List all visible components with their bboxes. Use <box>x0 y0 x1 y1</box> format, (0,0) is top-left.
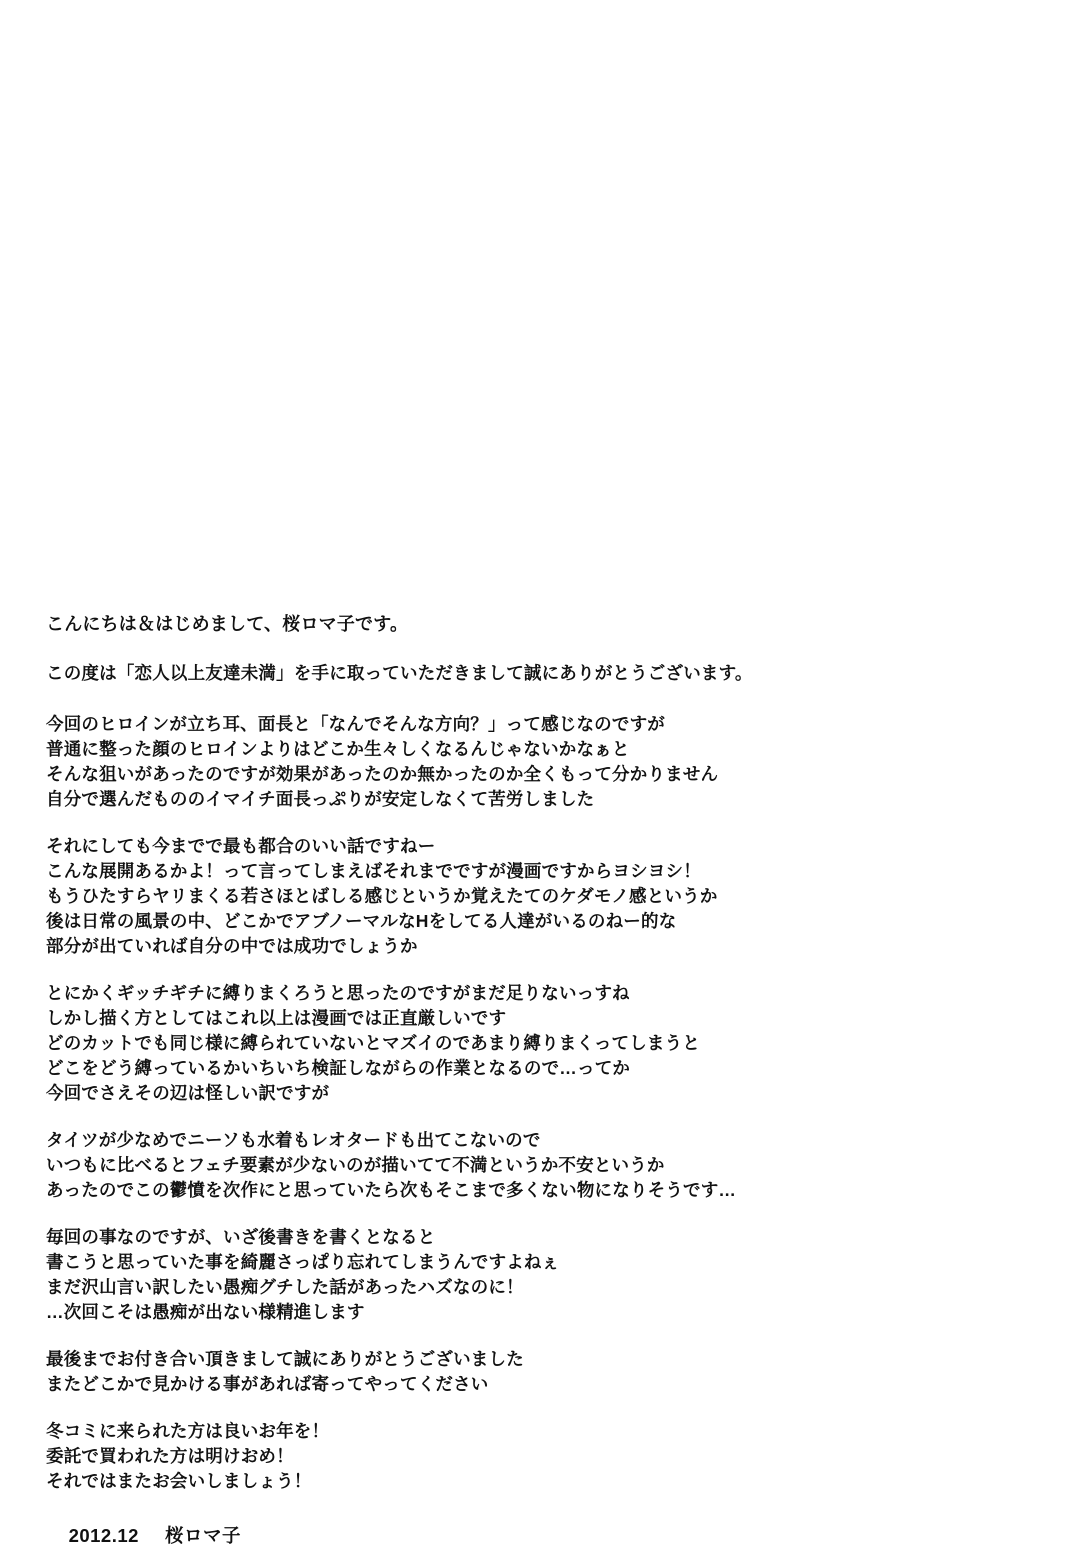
text-line: この度は「恋人以上友達未満」を手に取っていただきまして誠にありがとうございます。 <box>46 663 753 683</box>
text-line: タイツが少なめでニーソも水着もレオタードも出てこないので <box>46 1130 541 1150</box>
signature-author: 桜ロマ子 <box>164 1525 241 1546</box>
signature <box>46 1500 241 1566</box>
paragraph-closing <box>46 1347 1036 1397</box>
text-line: どこをどう縛っているかいちいち検証しながらの作業となるので…ってか <box>46 1058 631 1078</box>
text-line: 普通に整った顔のヒロインよりはどこか生々しくなるんじゃないかなぁと <box>46 739 630 759</box>
paragraph-seasonal <box>46 1419 1036 1494</box>
signature-date: 2012.12 <box>68 1525 139 1546</box>
text-line: それではまたお会いしましょう！ <box>46 1471 312 1491</box>
text-line: しかし描く方としてはこれ以上は漫画では正直厳しいです <box>46 1008 507 1028</box>
text-line: もうひたすらヤリまくる若さほとばしる感じというか覚えたてのケダモノ感というか <box>46 886 718 906</box>
text-line: とにかくギッチギチに縛りまくろうと思ったのですがまだ足りないっすね <box>46 983 630 1003</box>
text-line: あったのでこの鬱憤を次作にと思っていたら次もそこまで多くない物になりそうです… <box>46 1180 737 1200</box>
text-line: 今回でさえその辺は怪しい訳ですが <box>46 1083 330 1103</box>
text-line: 今回のヒロインが立ち耳、面長と「なんでそんな方向？」って感じなのですが <box>46 714 665 734</box>
text-line: 毎回の事なのですが、いざ後書きを書くとなると <box>46 1227 436 1247</box>
text-line: 自分で選んだもののイマイチ面長っぷりが安定しなくて苦労しました <box>46 789 595 809</box>
text-line: 書こうと思っていた事を綺麗さっぱり忘れてしまうんですよねぇ <box>46 1252 560 1272</box>
paragraph-afterword-habit <box>46 1225 1036 1325</box>
paragraph-heroine <box>46 712 1036 812</box>
paragraph-greeting <box>46 612 1036 637</box>
text-line: またどこかで見かける事があれば寄ってやってください <box>46 1374 489 1394</box>
text-line: どのカットでも同じ様に縛られていないとマズイのであまり縛りまくってしまうと <box>46 1033 701 1053</box>
text-line: それにしても今までで最も都合のいい話ですねー <box>46 836 436 856</box>
text-line: こんな展開あるかよ！って言ってしまえばそれまでですが漫画ですからヨシヨシ！ <box>46 861 701 881</box>
text-line: いつもに比べるとフェチ要素が少ないのが描いてて不満というか不安というか <box>46 1155 665 1175</box>
text-line: …次回こそは愚痴が出ない様精進します <box>46 1302 365 1322</box>
afterword-text-body <box>46 612 1036 1516</box>
paragraph-bondage <box>46 981 1036 1106</box>
paragraph-thanks <box>46 661 1036 686</box>
text-line: こんにちは＆はじめまして、桜ロマ子です。 <box>46 614 409 634</box>
text-line: 部分が出ていれば自分の中では成功でしょうか <box>46 936 418 956</box>
text-line: 後は日常の風景の中、どこかでアブノーマルなHをしてる人達がいるのねー的な <box>46 911 677 931</box>
text-line: 委託で買われた方は明けおめ！ <box>46 1446 294 1466</box>
paragraph-story <box>46 834 1036 959</box>
text-line: 冬コミに来られた方は良いお年を！ <box>46 1421 330 1441</box>
text-line: まだ沢山言い訳したい愚痴グチした話があったハズなのに！ <box>46 1277 524 1297</box>
paragraph-fetish <box>46 1128 1036 1203</box>
text-line: そんな狙いがあったのですが効果があったのか無かったのか全くもって分かりません <box>46 764 719 784</box>
text-line: 最後までお付き合い頂きまして誠にありがとうございました <box>46 1349 524 1369</box>
